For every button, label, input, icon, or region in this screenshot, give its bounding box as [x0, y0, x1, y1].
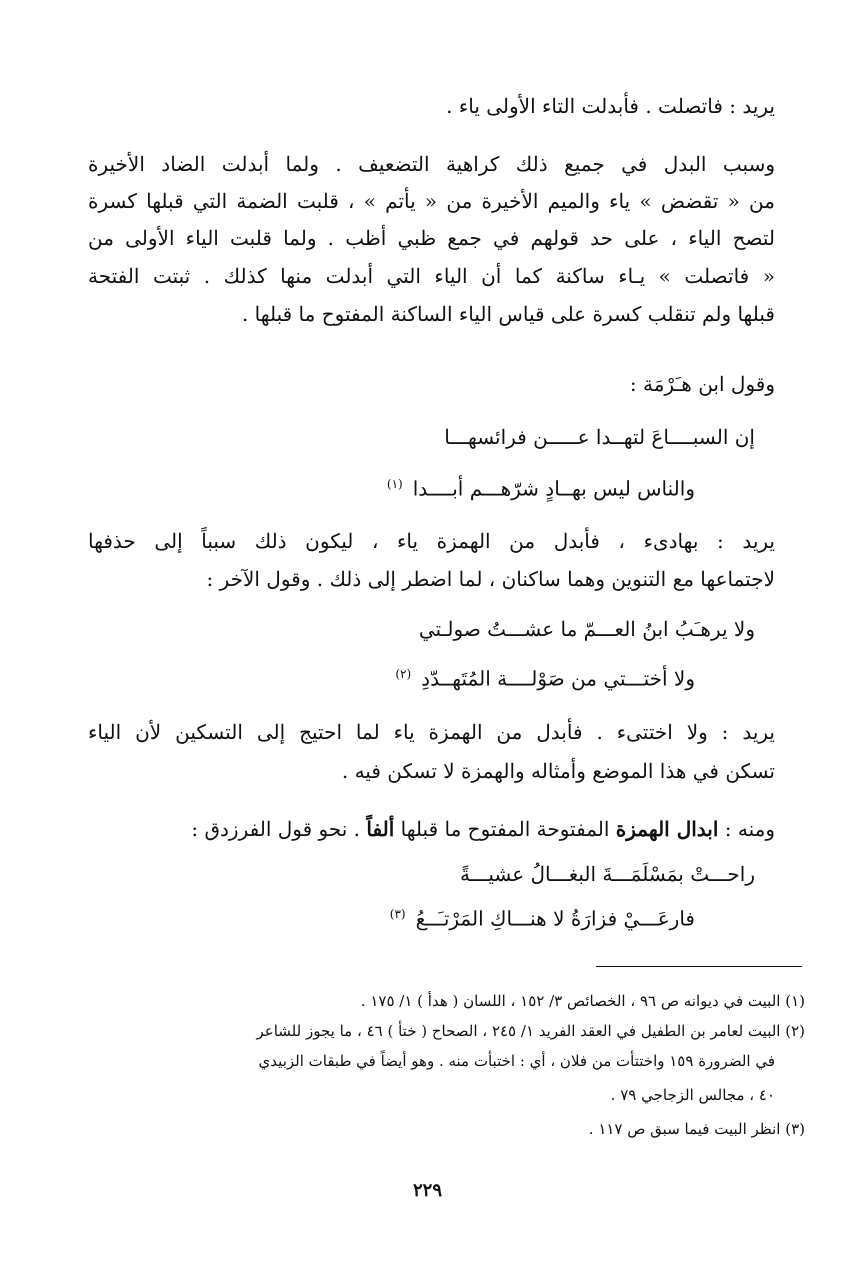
text-segment: . نحو قول الفرزدق :	[191, 817, 367, 841]
footnote-divider	[596, 966, 802, 967]
footnote-ref: (١)	[386, 477, 403, 491]
bold-term: ألفاً	[366, 817, 395, 841]
paragraph-line: وسبب البدل في جميع ذلك كراهية التضعيف . ولما أبدلت الضاد الأخيرة	[88, 152, 775, 176]
paragraph-line: لاجتماعها مع التنوين وهما ساكنان ، لما اضطر إلى ذلك . وقول الآخر :	[206, 567, 775, 591]
footnote: في الضرورة ١٥٩ واختتأت من فلان ، أي : اختبأت منه . وهو أيضاً في طبقات الزبيدي	[258, 1052, 775, 1070]
paragraph-line	[191, 815, 775, 843]
paragraph-line: يريد : ولا اختتىء . فأبدل من الهمزة ياء لما احتيج إلى التسكين لأن الياء	[88, 720, 775, 744]
verse-text: والناس ليس بهــادٍ شرّهـــم أبــــدا	[412, 476, 695, 501]
footnote: (٣) انظر البيت فيما سبق ص ١١٧ .	[588, 1120, 805, 1138]
verse-line	[395, 660, 695, 693]
verse-text: ولا أختـــتي من صَوْلــــة المُتَهــدّدِ	[421, 666, 695, 691]
paragraph-line: من « تقضض » ياء والميم الأخيرة من « يأتم » ، قلبت الضمة التي قبلها كسرة	[88, 189, 775, 213]
verse-line	[390, 900, 695, 933]
paragraph-line: لتصح الياء ، على حد قولهم في جمع ظبي أظب . ولما قلبت الياء الأولى من	[88, 226, 775, 250]
verse-line: إن السبــــاعَ لتهــدا عـــــن فرائسهـــا	[444, 425, 755, 449]
paragraph-line: يريد : فاتصلت . فأبدلت التاء الأولى ياء .	[446, 94, 775, 118]
verse-text: فارعَـــيْ فزارَةُ لا هنـــاكِ المَرْتـَــعُ	[415, 906, 695, 931]
footnote: ٤٠ ، مجالس الزجاجي ٧٩ .	[610, 1086, 775, 1104]
verse-line	[387, 470, 695, 503]
paragraph-line: تسكن في هذا الموضع وأمثاله والهمزة لا تسكن فيه .	[341, 759, 775, 783]
verse-intro: وقول ابن هـَرْمَة :	[629, 372, 775, 396]
footnote: (١) البيت في ديوانه ص ٩٦ ، الخصائص ٣/ ١٥٢ ، اللسان ( هدأ ) ١/ ١٧٥ .	[360, 992, 805, 1010]
footnote-ref: (٢)	[395, 667, 412, 681]
paragraph-line: قبلها ولم تنقلب كسرة على قياس الياء الساكنة المفتوح ما قبلها .	[241, 302, 775, 326]
footnote-ref: (٣)	[389, 907, 406, 921]
text-segment: ومنه :	[718, 817, 775, 841]
paragraph-line: يريد : بهادىء ، فأبدل من الهمزة ياء ، ليكون ذلك سبباً إلى حذفها	[88, 529, 775, 553]
verse-line: راحـــتْ بمَسْلَمَـــةَ البغـــالُ عشيـــةً	[460, 862, 755, 886]
text-segment: المفتوحة المفتوح ما قبلها	[394, 817, 616, 841]
footnote: (٢) البيت لعامر بن الطفيل في العقد الفريد ١/ ٢٤٥ ، الصحاح ( ختأ ) ٤٦ ، ما يجوز للشاعر	[256, 1022, 805, 1040]
paragraph-line: « فاتصلت » يـاء ساكنة كما أن الياء التي أبدلت منها كذلك . ثبتت الفتحة	[88, 264, 775, 288]
page-number: ٢٢٩	[412, 1180, 442, 1201]
bold-term: ابدال الهمزة	[615, 817, 719, 841]
verse-line: ولا يرهـَبُ ابنُ العـــمّ ما عشـــتُ صولـتي	[418, 617, 755, 641]
